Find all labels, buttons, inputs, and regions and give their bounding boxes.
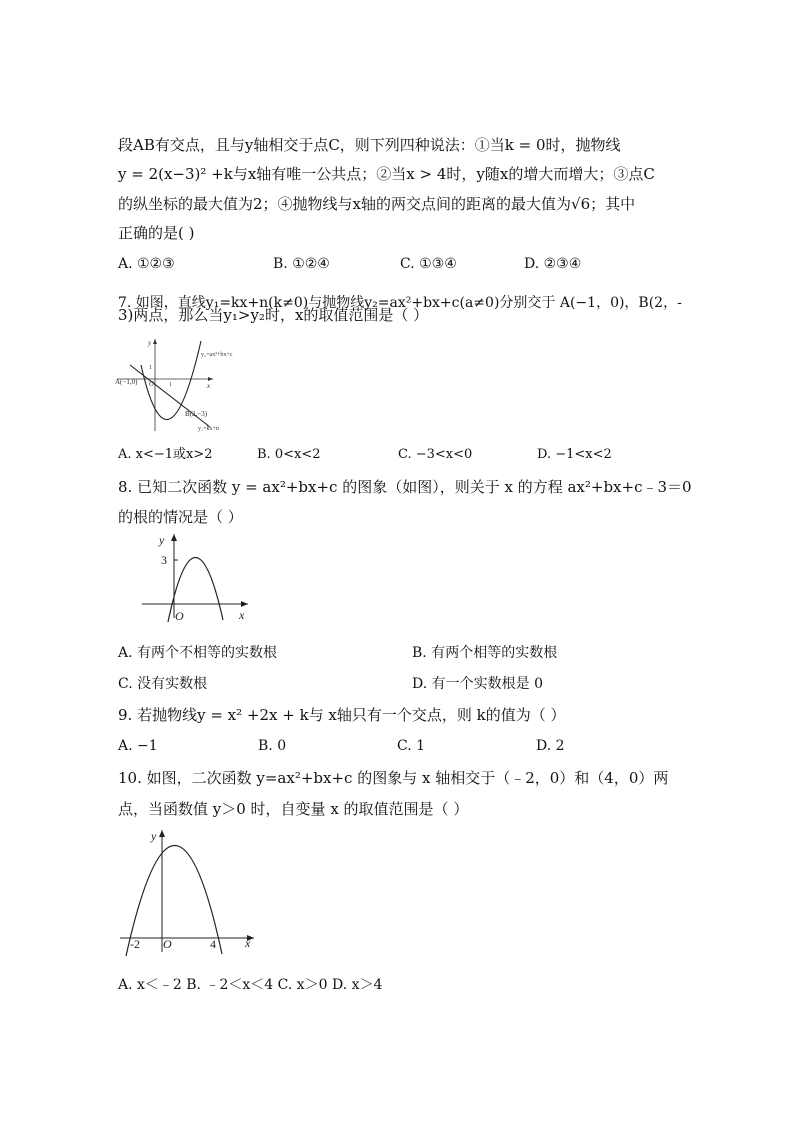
q6-option-c: C. ①③④ xyxy=(400,256,457,272)
q7-option-c: C. −3<x<0 xyxy=(398,447,473,462)
q7-parabola-label: y₂=ax²+bx+c xyxy=(201,352,233,358)
q9-option-c: C. 1 xyxy=(397,738,426,754)
q6-line-1: 段AB有交点，且与y轴相交于点C，则下列四种说法：①当k = 0时，抛物线 xyxy=(118,136,621,154)
q7-option-b: B. 0<x<2 xyxy=(257,447,321,462)
q7-origin-label: O xyxy=(149,380,155,388)
q7-line-label: y₁=kx+n xyxy=(198,426,219,432)
q6-option-b: B. ①②④ xyxy=(273,256,330,272)
q6-line-3: 的纵坐标的最大值为2；④抛物线与x轴的两交点间的距离的最大值为√6；其中 xyxy=(118,195,636,213)
q6-option-a: A. ①②③ xyxy=(118,256,175,272)
q10-y-label: y xyxy=(151,829,157,843)
q10-origin-label: O xyxy=(163,937,172,951)
q9-option-d: D. 2 xyxy=(536,738,565,754)
q7-x-label: x xyxy=(207,382,211,390)
q8-three-label: 3 xyxy=(161,553,167,567)
q8-line-2: 的根的情况是（ ） xyxy=(118,508,243,526)
q10-figure xyxy=(118,826,260,956)
q8-option-a: A. 有两个不相等的实数根 xyxy=(118,645,278,661)
q8-x-label: x xyxy=(239,608,245,622)
q9-option-b: B. 0 xyxy=(258,738,287,754)
q10-line-2: 点，当函数值 y＞0 时，自变量 x 的取值范围是（ ） xyxy=(118,800,469,818)
q10-x-label: x xyxy=(245,936,251,950)
q10-options: A. x＜﹣2 B. ﹣2＜x＜4 C. x＞0 D. x＞4 xyxy=(118,977,383,993)
q7-y-label: y xyxy=(148,339,152,347)
q10-line-1: 10. 如图，二次函数 y=ax²+bx+c 的图象与 x 轴相交于（﹣2，0）和（4，0）两 xyxy=(118,769,669,787)
q6-line-4: 正确的是( ) xyxy=(118,224,195,242)
q10-four-label: 4 xyxy=(210,937,216,951)
q8-origin-label: O xyxy=(175,609,184,622)
q10-neg-two-label: -2 xyxy=(130,937,140,951)
q8-figure xyxy=(140,530,252,622)
q7-point-b-label: B(2,−3) xyxy=(185,410,208,418)
q7-line-1: 7. 如图，直线y₁=kx+n(k≠0)与抛物线y₂=ax²+bx+c(a≠0)分别交于 A(−1，0)，B(2，- xyxy=(118,295,682,311)
q6-line-2: y = 2(x−3)² +k与x轴有唯一公共点；②当x > 4时，y随x的增大而增大；③点C xyxy=(118,165,655,183)
q8-y-label: y xyxy=(159,533,165,547)
q7-figure xyxy=(115,335,255,435)
q6-option-d: D. ②③④ xyxy=(524,256,582,272)
q8-line-1: 8. 已知二次函数 y = ax²+bx+c 的图象（如图），则关于 x 的方程 ax²+bx+c﹣3＝0 xyxy=(118,478,692,496)
q9-option-a: A. −1 xyxy=(118,738,158,754)
q7-option-d: D. −1<x<2 xyxy=(537,447,612,462)
q7-one-y-label: 1 xyxy=(149,365,152,371)
q7-line-2: 3)两点，那么当y₁>y₂时，x的取值范围是（ ） xyxy=(118,306,429,324)
q8-option-b: B. 有两个相等的实数根 xyxy=(412,645,558,661)
q7-option-a: A. x<−1或x>2 xyxy=(118,447,213,462)
q9-line-1: 9. 若抛物线y = x² +2x + k与 x轴只有一个交点，则 k的值为（ ） xyxy=(118,706,566,724)
q7-one-x-label: 1 xyxy=(169,382,172,388)
q8-option-c: C. 没有实数根 xyxy=(118,676,208,692)
q7-point-a-label: A(−1,0) xyxy=(115,378,138,386)
q8-option-d: D. 有一个实数根是 0 xyxy=(412,676,543,692)
